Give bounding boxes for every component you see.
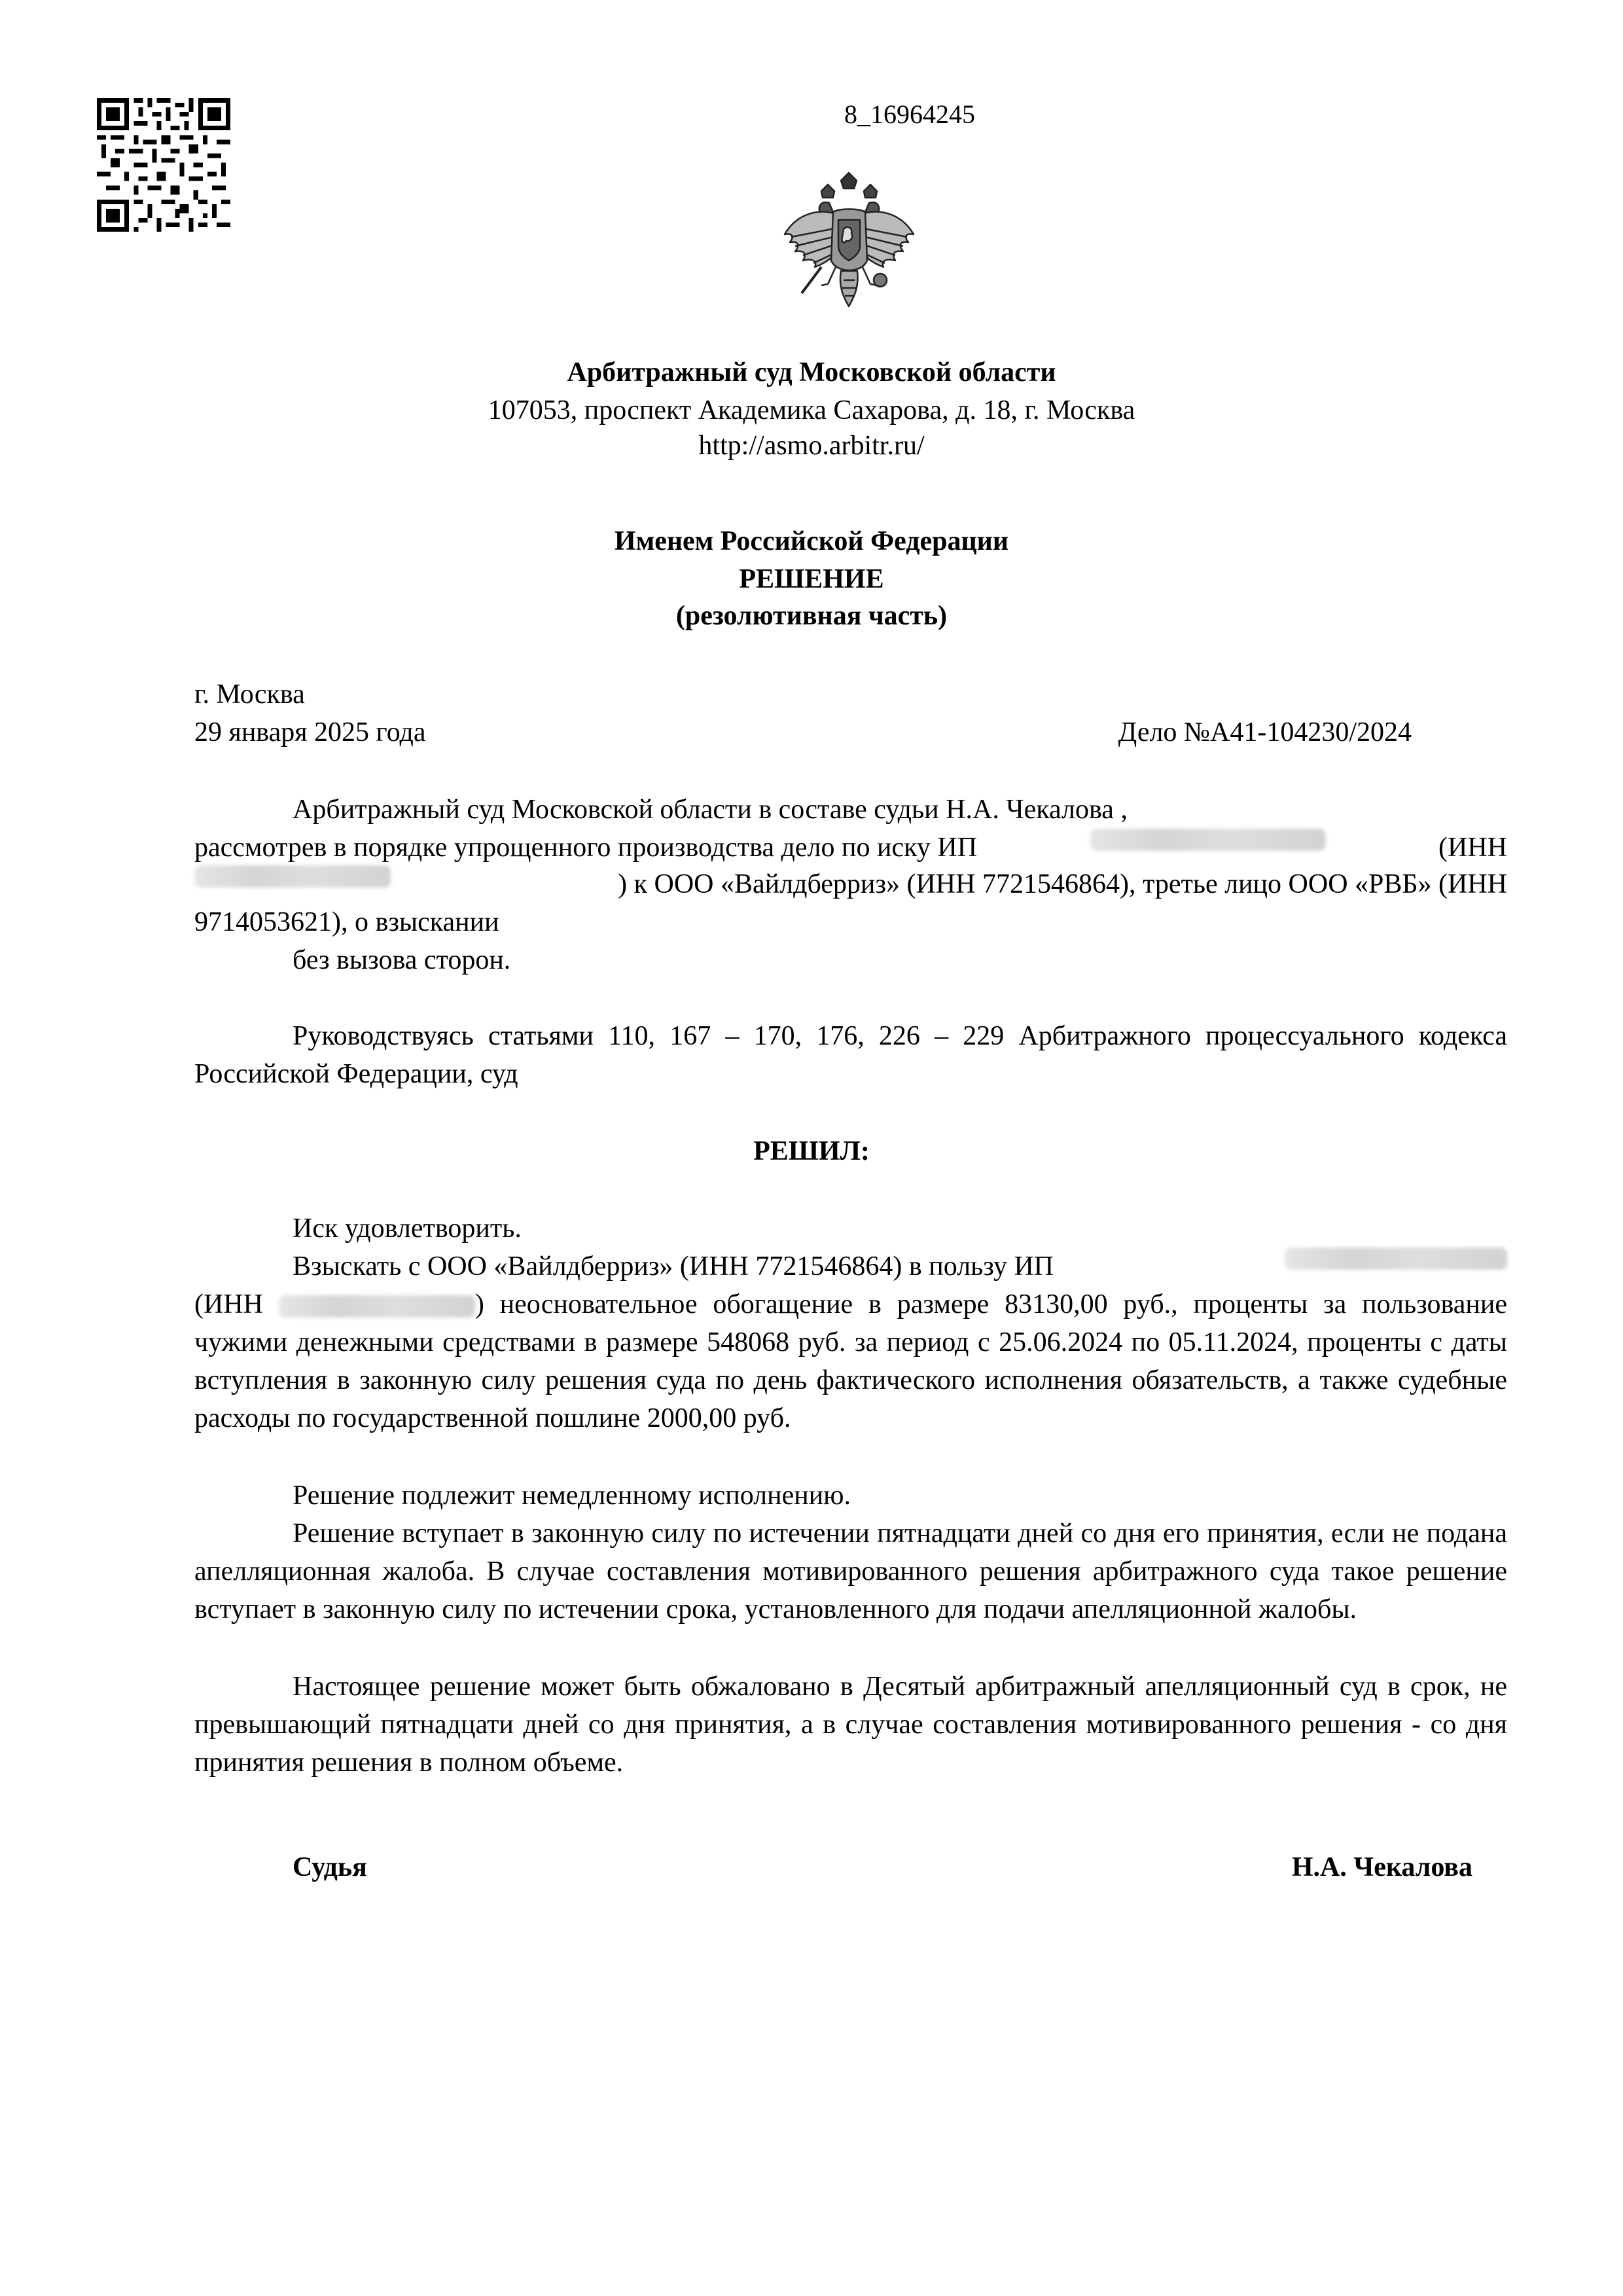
intro-line-2: [194, 829, 1507, 867]
decision-date: 29 января 2025 года: [194, 717, 426, 747]
qr-code: [97, 98, 230, 232]
court-name: Арбитражный суд Московской области: [567, 357, 1056, 387]
redacted-plaintiff-name: [1090, 829, 1326, 851]
title-operative-part: (резолютивная часть): [675, 601, 948, 631]
intro-line-5: без вызова сторон.: [293, 945, 511, 975]
decision-claim-granted: Иск удовлетворить.: [293, 1213, 522, 1244]
redacted-plaintiff-name-2: [1285, 1247, 1507, 1270]
intro-line-2-end: (ИНН: [1438, 833, 1507, 863]
court-website-link[interactable]: http://asmo.arbitr.ru/: [698, 431, 925, 461]
decision-appeal: Настоящее решение может быть обжаловано в Десятый арбитражный апелляционный суд в срок, не превышающий пятнадцати дней со дня принятия, а в случае составления мотивированного решения - со дня принятия решения в полном объеме.: [194, 1672, 1507, 1778]
signature-title: Судья: [293, 1852, 367, 1882]
intro-line-4: 9714053621), о взыскании: [194, 907, 499, 937]
decision-immediate-execution: Решение подлежит немедленному исполнению.: [293, 1480, 851, 1511]
decision-collect-start: Взыскать с ООО «Вайлдберриз» (ИНН 7721546864) в пользу ИП: [293, 1251, 1054, 1282]
decision-collect-inn-label: (ИНН: [194, 1289, 263, 1319]
intro-line-1: Арбитражный суд Московской области в составе судьи Н.А. Чекалова ,: [293, 795, 1128, 825]
court-address: 107053, проспект Академика Сахарова, д. 18, г. Москва: [488, 395, 1135, 425]
signature-name: Н.А. Чекалова: [1291, 1852, 1472, 1882]
city: г. Москва: [194, 679, 305, 709]
basis-paragraph: Руководствуясь статьями 110, 167 – 170, 176, 226 – 229 Арбитражного процессуального кодекса Российской Федерации, суд: [194, 1021, 1507, 1089]
coat-of-arms-emblem: [776, 169, 923, 319]
intro-line-2-start: рассмотрев в порядке упрощенного производства дело по иску ИП: [194, 833, 978, 863]
case-number: Дело №А41-104230/2024: [1118, 717, 1412, 747]
document-id: 8_16964245: [844, 99, 975, 129]
title-decision: РЕШЕНИЕ: [739, 564, 884, 594]
title-in-the-name: Именем Российской Федерации: [614, 526, 1009, 556]
redacted-plaintiff-inn-2: [279, 1295, 475, 1318]
decision-collect-rest: ) неосновательное обогащение в размере 83130,00 руб., проценты за пользование чужими денежными средствами в размере 548068 руб. за период с 25.06.2024 по 05.11.2024, проценты с даты вступления в законную силу решения суда по день фактического исполнения обязательств, а также судебные расходы по государственной пошлине 2000,00 руб.: [194, 1289, 1507, 1433]
decision-collect-body: [194, 1285, 1507, 1437]
decided-heading: РЕШИЛ:: [753, 1136, 870, 1166]
redacted-plaintiff-inn: [194, 865, 391, 888]
decision-collect-line-1: [293, 1247, 1507, 1285]
intro-line-3-end: ) к ООО «Вайлдберриз» (ИНН 7721546864), третье лицо ООО «РВБ» (ИНН: [618, 869, 1507, 899]
intro-line-3: [194, 865, 1507, 903]
decision-entry-into-force: Решение вступает в законную силу по истечении пятнадцати дней со дня его принятия, если не подана апелляционная жалоба. В случае составления мотивированного решения арбитражного суда такое решение вступает в законную силу по истечении срока, установленного для подачи апелляционной жалобы.: [194, 1518, 1507, 1624]
